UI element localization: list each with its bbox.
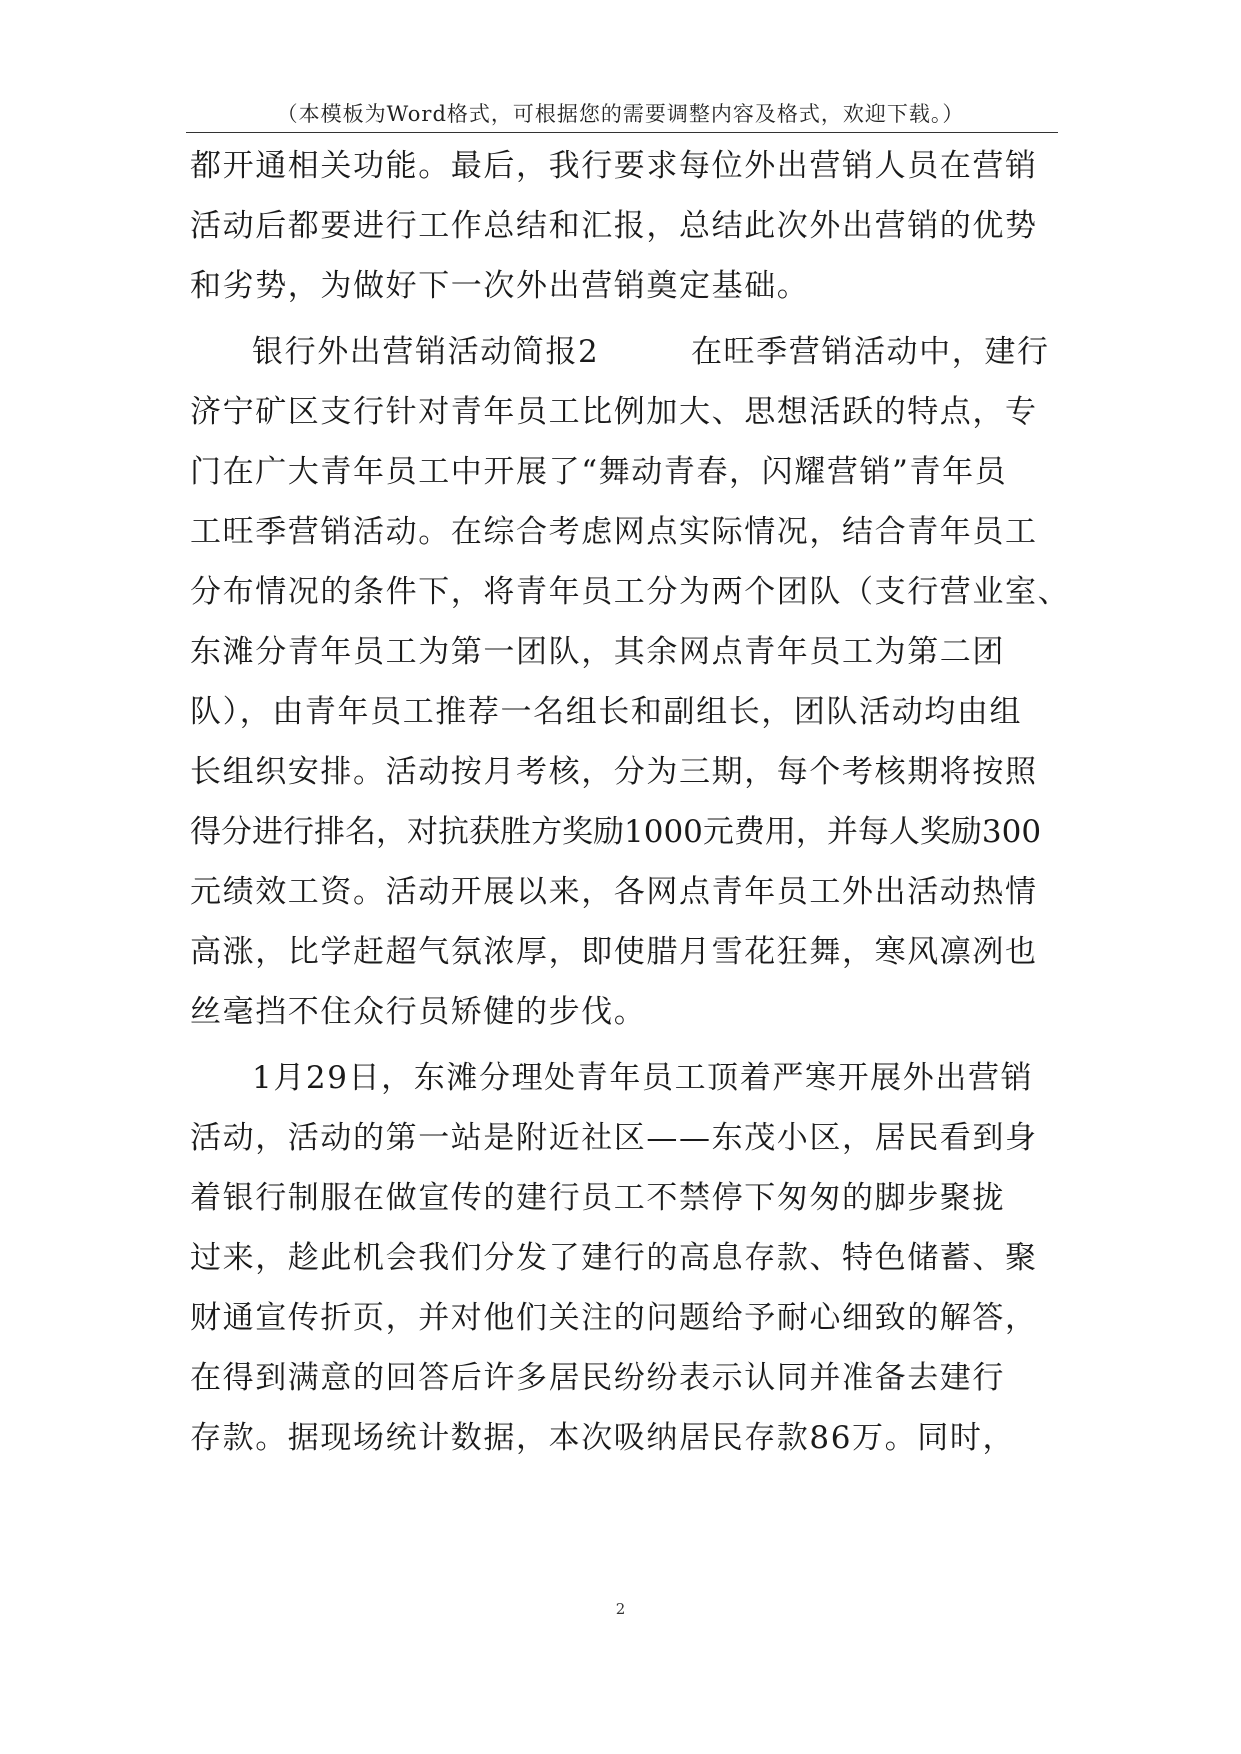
body-line: 在得到满意的回答后许多居民纷纷表示认同并准备去建行 (190, 1360, 1005, 1396)
body-line: 东滩分青年员工为第一团队，其余网点青年员工为第二团 (190, 634, 1005, 670)
body-line: 财通宣传折页，并对他们关注的问题给予耐心细致的解答， (190, 1300, 1038, 1336)
body-line: 活动，活动的第一站是附近社区——东茂小区，居民看到身 (190, 1120, 1038, 1156)
body-line: 济宁矿区支行针对青年员工比例加大、思想活跃的特点，专 (190, 394, 1038, 430)
page-number: 2 (615, 1600, 626, 1618)
body-line: 过来，趁此机会我们分发了建行的高息存款、特色储蓄、聚 (190, 1240, 1038, 1276)
body-line: 丝毫挡不住众行员矫健的步伐。 (190, 994, 647, 1030)
body-line: 着银行制服在做宣传的建行员工不禁停下匆匆的脚步聚拢 (190, 1180, 1005, 1216)
section-heading-line: 银行外出营销活动简报2 在旺季营销活动中，建行 (252, 334, 1050, 370)
header-divider (186, 132, 1058, 133)
body-line: 活动后都要进行工作总结和汇报，总结此次外出营销的优势 (190, 208, 1038, 244)
body-line: 都开通相关功能。最后，我行要求每位外出营销人员在营销 (190, 148, 1038, 184)
header-note: （本模板为Word格式，可根据您的需要调整内容及格式，欢迎下载。） (276, 102, 965, 126)
paragraph-start-line: 1月29日，东滩分理处青年员工顶着严寒开展外出营销 (252, 1060, 1034, 1096)
body-line: 得分进行排名，对抗获胜方奖励1000元费用，并每人奖励300 (190, 814, 1042, 850)
body-line: 元绩效工资。活动开展以来，各网点青年员工外出活动热情 (190, 874, 1038, 910)
body-line: 队），由青年员工推荐一名组长和副组长，团队活动均由组 (190, 694, 1023, 730)
body-line: 高涨，比学赶超气氛浓厚，即使腊月雪花狂舞，寒风凛冽也 (190, 934, 1038, 970)
body-line: 分布情况的条件下，将青年员工分为两个团队（支行营业室、 (190, 574, 1071, 610)
body-line: 门在广大青年员工中开展了“舞动青春，闪耀营销”青年员 (190, 454, 1008, 490)
body-line: 工旺季营销活动。在综合考虑网点实际情况，结合青年员工 (190, 514, 1038, 550)
body-line: 和劣势，为做好下一次外出营销奠定基础。 (190, 268, 810, 304)
body-line: 长组织安排。活动按月考核，分为三期，每个考核期将按照 (190, 754, 1038, 790)
body-line: 存款。据现场统计数据，本次吸纳居民存款86万。同时， (190, 1420, 1016, 1456)
